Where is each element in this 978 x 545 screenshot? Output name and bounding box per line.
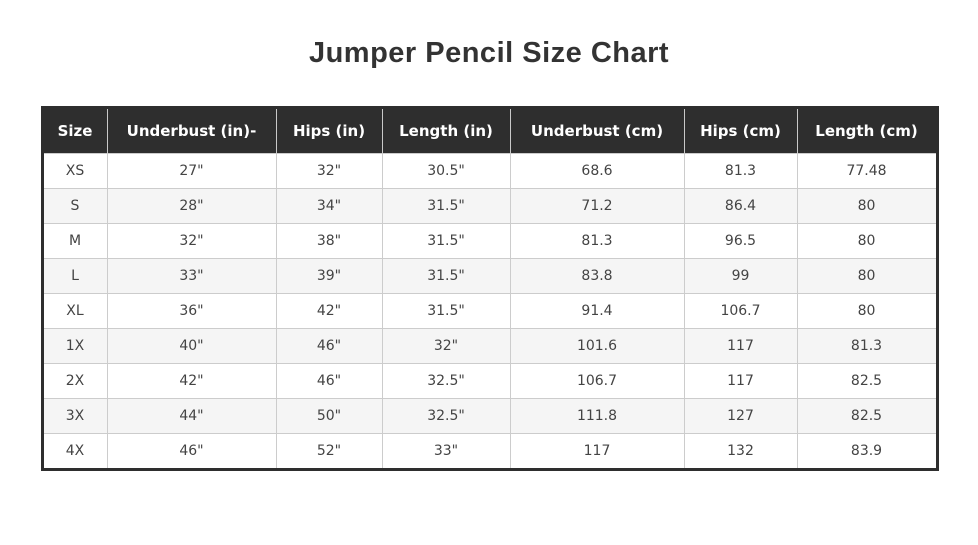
cell-hips-in: 34" [276, 188, 382, 223]
cell-size: 4X [42, 433, 107, 469]
cell-underbust-cm: 101.6 [510, 328, 684, 363]
cell-size: XL [42, 293, 107, 328]
cell-size: M [42, 223, 107, 258]
column-header-hips-in: Hips (in) [276, 107, 382, 153]
cell-size: 3X [42, 398, 107, 433]
cell-length-cm: 80 [797, 293, 937, 328]
column-header-underbust-cm: Underbust (cm) [510, 107, 684, 153]
cell-underbust-in: 32" [107, 223, 276, 258]
cell-hips-cm: 99 [684, 258, 797, 293]
cell-length-in: 32.5" [382, 363, 510, 398]
cell-underbust-cm: 111.8 [510, 398, 684, 433]
cell-length-cm: 80 [797, 188, 937, 223]
cell-length-in: 31.5" [382, 293, 510, 328]
table-row-4x [42, 433, 937, 469]
cell-underbust-in: 33" [107, 258, 276, 293]
cell-hips-cm: 127 [684, 398, 797, 433]
header-row [42, 107, 937, 153]
table-row-xs [42, 153, 937, 188]
cell-hips-cm: 96.5 [684, 223, 797, 258]
cell-underbust-cm: 71.2 [510, 188, 684, 223]
table-body [42, 153, 937, 469]
column-header-length-in: Length (in) [382, 107, 510, 153]
cell-hips-in: 46" [276, 363, 382, 398]
cell-hips-in: 42" [276, 293, 382, 328]
cell-underbust-in: 44" [107, 398, 276, 433]
cell-underbust-in: 40" [107, 328, 276, 363]
cell-length-cm: 82.5 [797, 398, 937, 433]
cell-size: 2X [42, 363, 107, 398]
size-chart-table [41, 106, 939, 471]
cell-hips-in: 50" [276, 398, 382, 433]
cell-hips-cm: 132 [684, 433, 797, 469]
cell-underbust-cm: 83.8 [510, 258, 684, 293]
cell-length-cm: 80 [797, 258, 937, 293]
cell-underbust-in: 46" [107, 433, 276, 469]
cell-hips-cm: 117 [684, 328, 797, 363]
cell-underbust-in: 42" [107, 363, 276, 398]
cell-hips-in: 52" [276, 433, 382, 469]
cell-length-cm: 80 [797, 223, 937, 258]
cell-size: 1X [42, 328, 107, 363]
cell-hips-cm: 106.7 [684, 293, 797, 328]
cell-hips-cm: 86.4 [684, 188, 797, 223]
cell-length-cm: 82.5 [797, 363, 937, 398]
cell-length-in: 32.5" [382, 398, 510, 433]
cell-underbust-in: 28" [107, 188, 276, 223]
table-row-3x [42, 398, 937, 433]
column-header-underbust-in: Underbust (in)- [107, 107, 276, 153]
cell-length-in: 31.5" [382, 223, 510, 258]
column-header-size: Size [42, 107, 107, 153]
table-header [42, 107, 937, 153]
cell-underbust-in: 36" [107, 293, 276, 328]
column-header-hips-cm: Hips (cm) [684, 107, 797, 153]
table-row-1x [42, 328, 937, 363]
table-row-l [42, 258, 937, 293]
column-header-length-cm: Length (cm) [797, 107, 937, 153]
cell-length-in: 33" [382, 433, 510, 469]
table-row-xl [42, 293, 937, 328]
cell-size: L [42, 258, 107, 293]
cell-size: S [42, 188, 107, 223]
cell-length-in: 30.5" [382, 153, 510, 188]
cell-hips-cm: 117 [684, 363, 797, 398]
cell-hips-in: 32" [276, 153, 382, 188]
cell-underbust-in: 27" [107, 153, 276, 188]
table-row-2x [42, 363, 937, 398]
cell-length-in: 32" [382, 328, 510, 363]
cell-underbust-cm: 91.4 [510, 293, 684, 328]
cell-length-cm: 77.48 [797, 153, 937, 188]
cell-underbust-cm: 68.6 [510, 153, 684, 188]
cell-underbust-cm: 117 [510, 433, 684, 469]
table-row-s [42, 188, 937, 223]
cell-length-cm: 83.9 [797, 433, 937, 469]
cell-hips-cm: 81.3 [684, 153, 797, 188]
table-row-m [42, 223, 937, 258]
size-chart-table-container [41, 106, 938, 471]
cell-underbust-cm: 106.7 [510, 363, 684, 398]
cell-length-cm: 81.3 [797, 328, 937, 363]
cell-length-in: 31.5" [382, 258, 510, 293]
page-title: Jumper Pencil Size Chart [308, 37, 670, 69]
cell-hips-in: 39" [276, 258, 382, 293]
cell-hips-in: 38" [276, 223, 382, 258]
cell-underbust-cm: 81.3 [510, 223, 684, 258]
cell-hips-in: 46" [276, 328, 382, 363]
cell-size: XS [42, 153, 107, 188]
cell-length-in: 31.5" [382, 188, 510, 223]
